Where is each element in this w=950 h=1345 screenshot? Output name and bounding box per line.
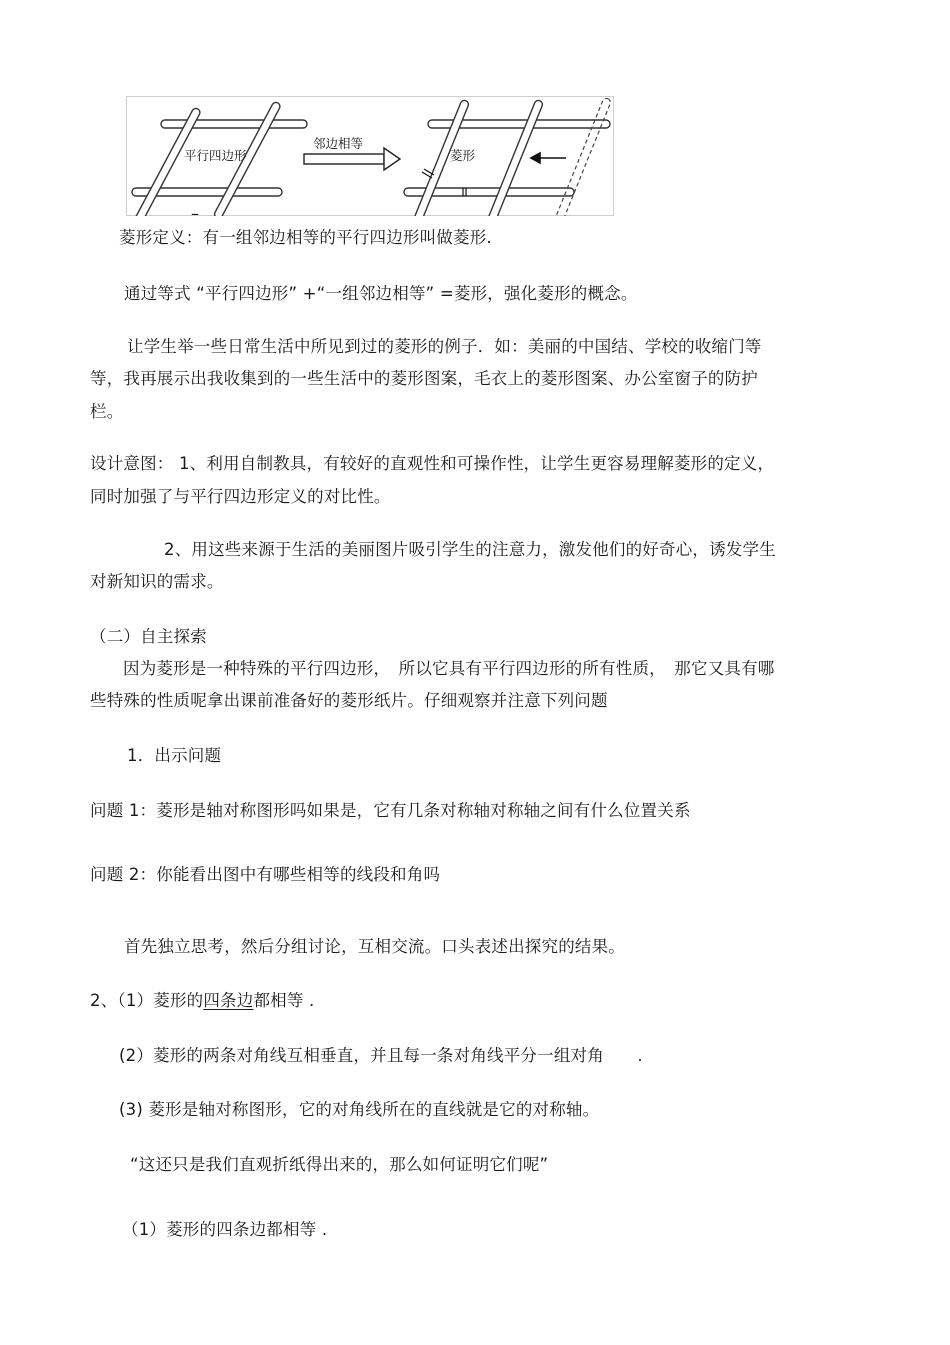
property-1-line (90, 990, 314, 1012)
arrow-label: 邻边相等 (313, 136, 364, 151)
design-intent-line-1: 设计意图： 1、利用自制教具，有较好的直观性和可操作性，让学生更容易理解菱形的定义， (90, 454, 775, 473)
figure-dash: – (191, 204, 200, 223)
question-1: 问题 1：菱形是轴对称图形吗如果是，它有几条对称轴对称轴之间有什么位置关系 (90, 801, 691, 820)
examples-line-3: 栏。 (90, 402, 124, 421)
quote-line: “这还只是我们直观折纸得出来的，那么如何证明它们呢” (130, 1155, 549, 1174)
property-1-repeat: （1）菱形的四条边都相等 . (122, 1220, 328, 1239)
property-1-underlined: 四条边 (203, 991, 254, 1010)
property-3-line: (3) 菱形是轴对称图形，它的对角线所在的直线就是它的对称轴。 (119, 1100, 600, 1119)
moving-stick-dashed (555, 97, 611, 216)
rhombus-label: 菱形 (450, 148, 476, 163)
design-intent-line-2: 同时加强了与平行四边形定义的对比性。 (90, 487, 391, 506)
design-intent-line-3: 2、用这些来源于生活的美丽图片吸引学生的注意力，激发他们的好奇心，诱发学生 (164, 540, 776, 559)
examples-line-1: 让学生举一些日常生活中所见到过的菱形的例子．如：美丽的中国结、学校的收缩门等 (127, 337, 762, 356)
rhombus-model (404, 99, 610, 216)
design-intent-line-4: 对新知识的需求。 (90, 572, 224, 591)
explore-line-2: 些特殊的性质呢拿出课前准备好的菱形纸片。仔细观察并注意下列问题 (90, 691, 608, 710)
equation-line: 通过等式 “平行四边形” +“一组邻边相等” =菱形，强化菱形的概念。 (124, 284, 638, 303)
section-heading: （二）自主探索 (90, 627, 207, 646)
arrow-icon (304, 148, 400, 170)
examples-line-2: 等，我再展示出我收集到的一些生活中的菱形图案，毛衣上的菱形图案、办公室窗子的防护 (90, 369, 758, 388)
definition-line: 菱形定义：有一组邻边相等的平行四边形叫做菱形. (119, 228, 492, 247)
explore-line-1: 因为菱形是一种特殊的平行四边形， 所以它具有平行四边形的所有性质， 那它又具有哪 (123, 659, 775, 678)
think-line: 首先独立思考，然后分组讨论，互相交流。口头表述出探究的结果。 (124, 937, 625, 956)
rhombus-figure (126, 96, 614, 216)
property-1-suffix: 都相等 . (253, 991, 315, 1010)
property-1-prefix: 2、（1）菱形的 (90, 991, 204, 1010)
property-2-line: (2）菱形的两条对角线互相垂直，并且每一条对角线平分一组对角 . (119, 1046, 643, 1065)
left-arrow-icon (531, 153, 566, 163)
question-2: 问题 2：你能看出图中有哪些相等的线段和角吗 (90, 865, 441, 884)
item-heading: 1．出示问题 (127, 746, 222, 765)
parallelogram-label: 平行四边形 (184, 148, 247, 163)
figure-drawing (126, 96, 614, 216)
